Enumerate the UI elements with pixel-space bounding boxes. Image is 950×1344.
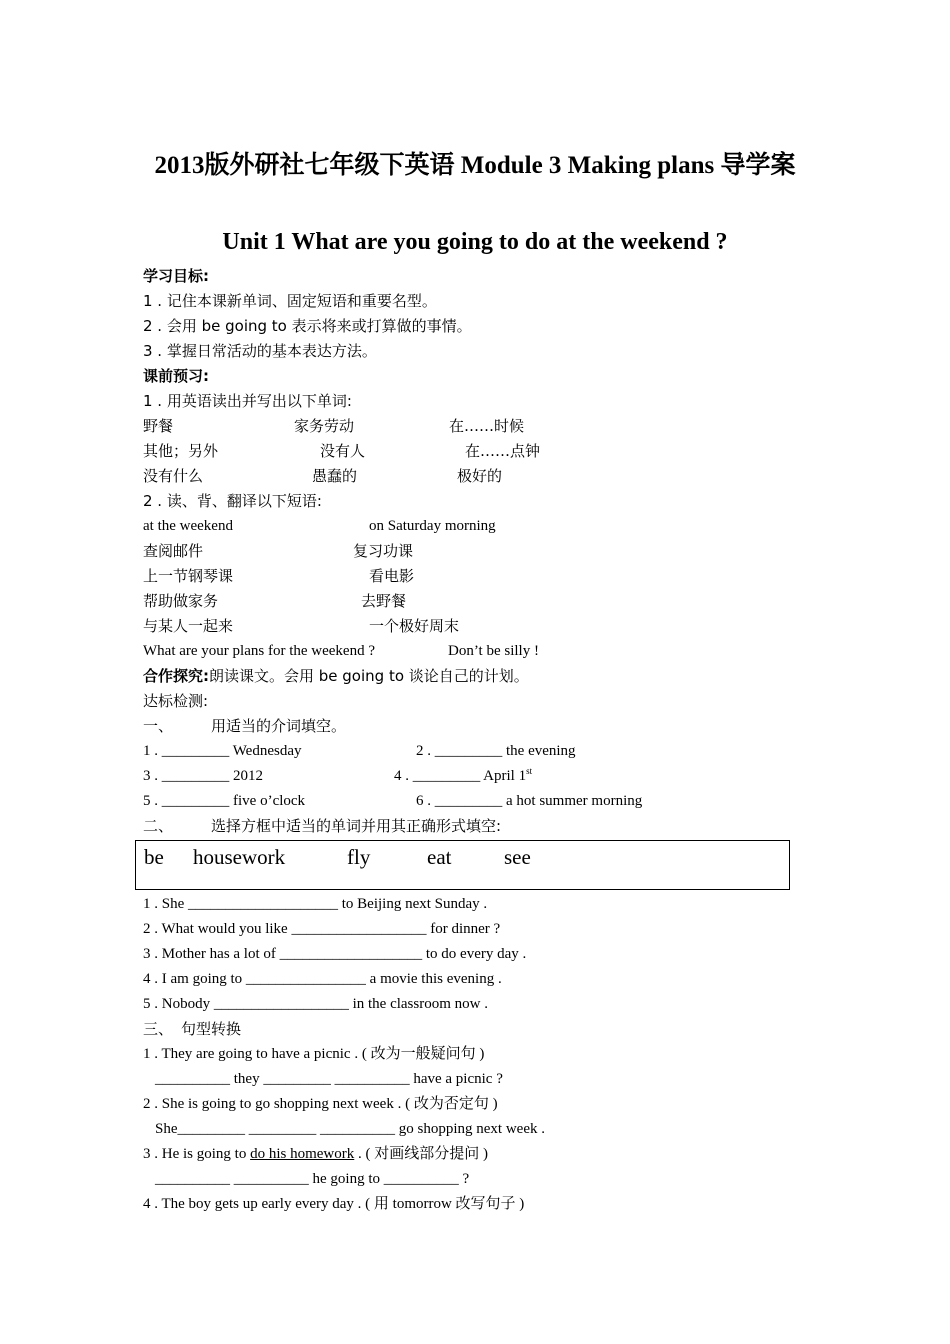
- phrase-item: 上一节钢琴课: [143, 567, 234, 585]
- phrase-row: [143, 514, 803, 539]
- phrase-item: 与某人一起来: [143, 617, 234, 635]
- part1-number: 一、: [143, 717, 174, 735]
- ordinal-suffix: st: [526, 766, 533, 776]
- cooperate-heading: 合作探究:: [143, 667, 209, 685]
- phrase-row: [143, 639, 803, 664]
- phrase-row: [143, 564, 803, 589]
- objective-item: 1 . 记住本课新单词、固定短语和重要名型。: [143, 292, 437, 310]
- part1-title: 用适当的介词填空。: [211, 717, 347, 735]
- cooperate-text: 朗读课文。会用 be going to 谈论自己的计划。: [209, 667, 529, 685]
- test-heading: 达标检测:: [143, 692, 209, 710]
- part2-item: 1 . She ____________________ to Beijing next Sunday .: [143, 896, 488, 912]
- word-item: 愚蠢的: [312, 467, 358, 485]
- phrase-item: 查阅邮件: [143, 542, 204, 560]
- phrase-row: [143, 539, 803, 564]
- part1-item: 3 . _________ 2012: [143, 768, 263, 784]
- preview-heading: 课前预习:: [143, 367, 209, 385]
- phrase-item: 看电影: [369, 567, 415, 585]
- phrase-item: 复习功课: [353, 542, 414, 560]
- word-item: 其他；另外: [143, 442, 219, 460]
- word-row: [143, 414, 803, 439]
- part3-heading: [143, 1017, 803, 1042]
- word-item: 在……点钟: [465, 442, 541, 460]
- cooperate-line: [143, 664, 803, 689]
- word-item: 野餐: [143, 417, 174, 435]
- preview-question-2: 2 . 读、背、翻译以下短语:: [143, 492, 322, 510]
- phrase-item: Don’t be silly !: [448, 643, 539, 659]
- part3-title: 句型转换: [181, 1020, 242, 1038]
- objectives-heading: 学习目标:: [143, 267, 209, 285]
- document-title: 2013版外研社七年级下英语 Module 3 Making plans 导学案: [154, 152, 796, 179]
- part3-answer-line: __________ __________ he going to __________ ?: [155, 1171, 470, 1187]
- word-bank-item: fly: [347, 845, 371, 869]
- word-bank-box: [135, 840, 790, 890]
- part2-title: 选择方框中适当的单词并用其正确形式填空:: [211, 817, 502, 835]
- part1-item: 6 . _________ a hot summer morning: [416, 793, 643, 809]
- word-row: [143, 464, 803, 489]
- part1-item: 1 . _________ Wednesday: [143, 743, 302, 759]
- word-item: 没有人: [320, 442, 366, 460]
- phrase-item: 帮助做家务: [143, 592, 219, 610]
- part3-question: 2 . She is going to go shopping next week . ( 改为否定句 ): [143, 1096, 498, 1112]
- part1-heading: [143, 714, 803, 739]
- objective-item: 3 . 掌握日常活动的基本表达方法。: [143, 342, 377, 360]
- part1-row: [143, 764, 803, 789]
- phrase-row: [143, 614, 803, 639]
- phrase-item: on Saturday morning: [369, 518, 496, 534]
- part2-number: 二、: [143, 817, 174, 835]
- part3-question: 3 . He is going to do his homework . ( 对画线部分提问 ): [143, 1146, 489, 1162]
- preview-question-1: 1 . 用英语读出并写出以下单词:: [143, 392, 352, 410]
- phrase-item: at the weekend: [143, 518, 233, 534]
- worksheet-content: [143, 264, 803, 1217]
- word-row: [143, 439, 803, 464]
- part2-item: 2 . What would you like __________________ for dinner ?: [143, 921, 501, 937]
- unit-title: Unit 1 What are you going to do at the weekend ?: [222, 229, 728, 255]
- part2-item: 4 . I am going to ________________ a movie this evening .: [143, 971, 502, 987]
- phrase-row: [143, 589, 803, 614]
- part2-item: 3 . Mother has a lot of ___________________ to do every day .: [143, 946, 527, 962]
- part1-item: 5 . _________ five o’clock: [143, 793, 306, 809]
- part2-heading: [143, 814, 803, 839]
- part1-item: 4 . _________ April 1st: [394, 766, 533, 784]
- part2-item: 5 . Nobody __________________ in the classroom now .: [143, 996, 488, 1012]
- part3-question: 1 . They are going to have a picnic . ( 改为一般疑问句 ): [143, 1046, 485, 1062]
- word-bank-item: be: [144, 845, 164, 869]
- part1-row: [143, 789, 803, 814]
- word-bank-item: eat: [427, 845, 452, 869]
- part3-answer-line: __________ they _________ __________ have a picnic ?: [155, 1071, 503, 1087]
- word-item: 家务劳动: [294, 417, 355, 435]
- part1-row: [143, 739, 803, 764]
- word-item: 没有什么: [143, 467, 204, 485]
- part1-item: 2 . _________ the evening: [416, 743, 576, 759]
- word-item: 在……时候: [449, 417, 525, 435]
- objective-item: 2 . 会用 be going to 表示将来或打算做的事情。: [143, 317, 472, 335]
- phrase-item: 去野餐: [361, 592, 407, 610]
- word-bank-item: see: [504, 845, 531, 869]
- word-bank-item: housework: [193, 845, 286, 869]
- underlined-phrase: do his homework: [250, 1146, 355, 1162]
- phrase-item: What are your plans for the weekend ?: [143, 643, 375, 659]
- part3-number: 三、: [143, 1020, 174, 1038]
- part3-question: 4 . The boy gets up early every day . ( 用 tomorrow 改写句子 ): [143, 1196, 525, 1212]
- word-item: 极好的: [457, 467, 503, 485]
- phrase-item: 一个极好周末: [369, 617, 460, 635]
- part3-answer-line: She_________ _________ __________ go shopping next week .: [155, 1121, 545, 1137]
